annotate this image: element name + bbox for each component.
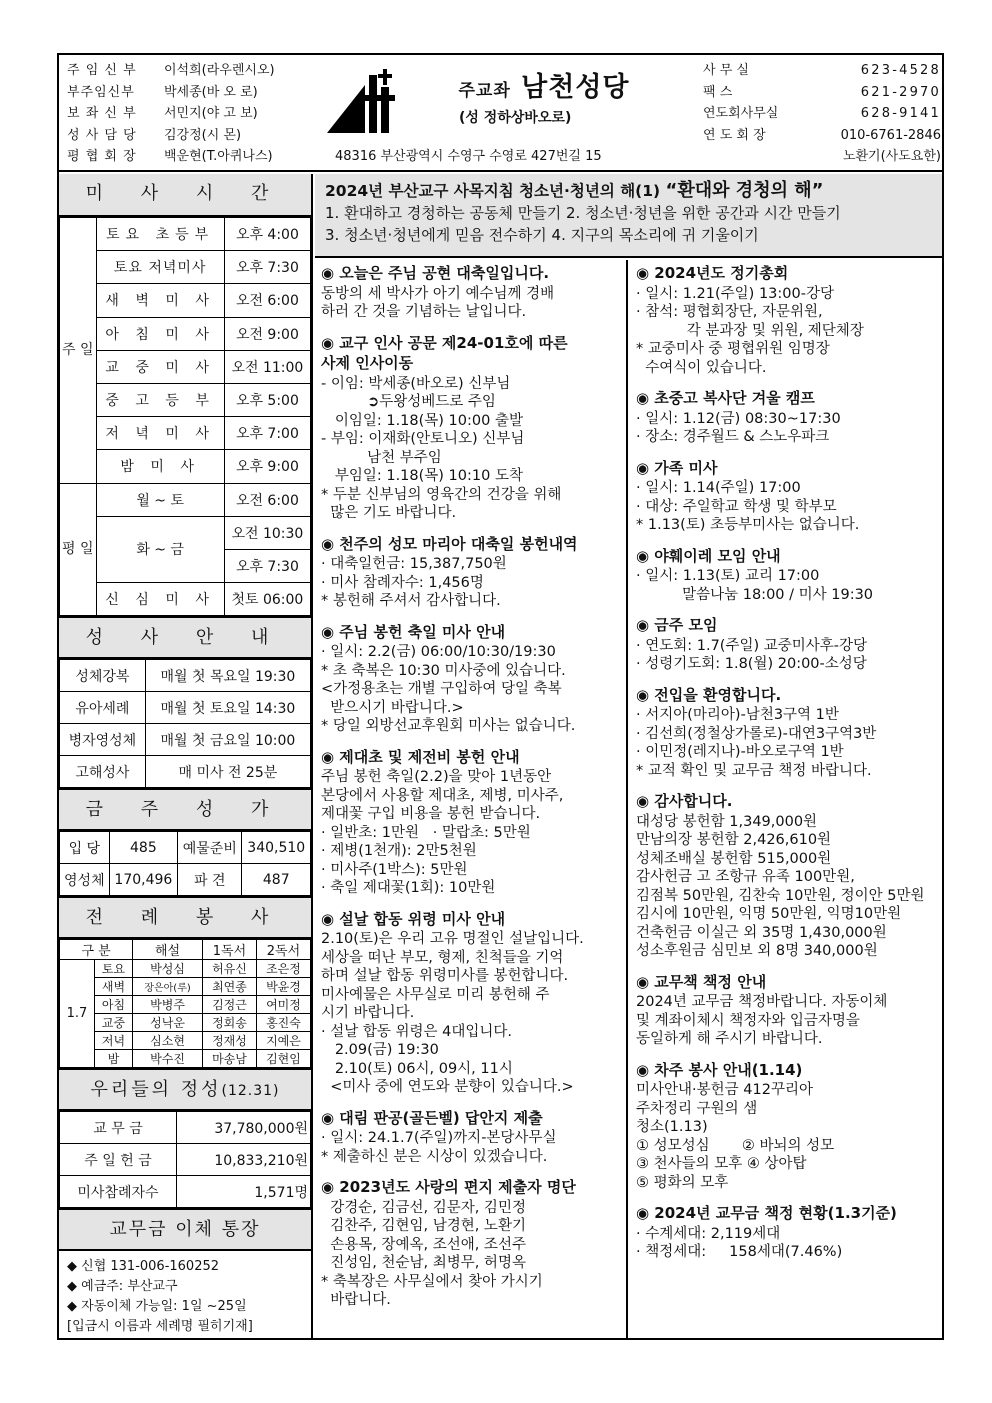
notice-item [636, 686, 936, 781]
offering-name: 주 일 헌 금 [60, 1144, 177, 1176]
notice-line: 2.09(금) 19:30 [321, 1042, 439, 1058]
notice-column-left [315, 260, 628, 1340]
notice-line: · 일반초: 1만원 · 말랍초: 5만원 [321, 824, 531, 841]
staff-name: 김강정(시 몬) [164, 127, 242, 143]
notice-line: · 대축일헌금: 15,387,750원 [321, 556, 507, 572]
notice-line: 받으시기 바랍니다.> [321, 699, 464, 716]
notice-line: 하며 설날 합동 위령미사를 봉헌합니다. [321, 968, 569, 984]
liturgy-cell: 저녁 [94, 1032, 132, 1050]
offering-title-text: 우리들의 정성 [90, 1079, 222, 1101]
notice-line: - 이임: 박세종(바오로) 신부님 [321, 375, 511, 392]
liturgy-cell: 최연종 [202, 978, 256, 996]
notice-line: 손용목, 장예옥, 조선애, 조선주 [321, 1236, 526, 1253]
staff-role: 보 좌 신 부 [67, 106, 137, 121]
notice-line: 김찬주, 김현임, 남경현, 노환기 [321, 1218, 526, 1234]
offering-table [59, 1111, 311, 1208]
notice-line: * 축복장은 사무실에서 찾아 가시기 [321, 1273, 543, 1290]
patron-saint: (성 정하상바오로) [459, 110, 572, 126]
offering-name: 미사참례자수 [60, 1176, 177, 1208]
notice-line: · 일시: 24.1.7(주일)까지-본당사무실 [321, 1130, 557, 1146]
notice-line: 바랍니다. [321, 1292, 391, 1308]
offering-date: (12.31) [221, 1083, 280, 1100]
mass-name: 신 심 미 사 [96, 583, 224, 616]
liturgy-cell: 박성심 [133, 960, 203, 978]
notice-line: · 일시: 1.21(주일) 13:00-강당 [636, 285, 834, 302]
hymn-label: 입 당 [60, 832, 110, 864]
offering-name: 교 무 금 [60, 1112, 177, 1144]
notice-line: · 일시: 1.14(주일) 17:00 [636, 480, 801, 496]
notice-title: ◉ 2023년도 사랑의 편지 제출자 명단 [321, 1178, 576, 1196]
notice-line: 2024년 교무금 책정바랍니다. 자동이체 [636, 994, 888, 1010]
mass-time: 오후 7:30 [224, 251, 310, 284]
notice-line: * 봉헌해 주셔서 감사합니다. [321, 593, 501, 609]
liturgy-header: 해설 [133, 940, 203, 960]
notice-item [321, 623, 620, 736]
liturgy-cell: 홍진숙 [256, 1014, 310, 1032]
notice-line: · 김선희(정철상가롤로)-대연3구역3반 [636, 725, 877, 742]
liturgy-table [59, 939, 311, 1068]
liturgy-cell: 정회송 [202, 1014, 256, 1032]
notice-line: · 장소: 경주월드 & 스노우파크 [636, 429, 830, 445]
liturgy-cell: 정재성 [202, 1032, 256, 1050]
liturgy-cell: 박수진 [133, 1050, 203, 1068]
staff-role: 평 협 회 장 [67, 149, 137, 164]
notice-line: * 교중미사 중 평협위원 임명장 [636, 341, 830, 357]
notice-item [321, 264, 620, 322]
staff-name: 백운현(T.아퀴나스) [164, 149, 273, 164]
notice-title: ◉ 차주 봉사 안내(1.14) [636, 1060, 803, 1079]
notice-line: 성체조배실 봉헌함 515,000원 [636, 850, 832, 867]
mass-name: 월 ~ 토 [96, 483, 224, 516]
mass-name: 저 녁 미 사 [96, 417, 224, 450]
notice-line: * 두분 신부님의 영육간의 건강을 위해 [321, 486, 562, 503]
notice-line: 말씀나눔 18:00 / 미사 19:30 [636, 586, 874, 603]
mass-name: 화 ~ 금 [96, 516, 224, 582]
notice-title: ◉ 초중고 복사단 겨울 캠프 [636, 389, 815, 407]
liturgy-cell: 김정근 [202, 996, 256, 1014]
notice-item [321, 1178, 620, 1310]
notice-line: <가정용초는 개별 구입하여 당일 축복 [321, 681, 562, 697]
offering-value: 1,571명 [176, 1176, 310, 1208]
notice-item [321, 910, 620, 1097]
liturgy-title: 전 례 봉 사 [59, 896, 311, 939]
notice-item [321, 334, 620, 523]
notice-title: ◉ 야훼이레 모임 안내 [636, 546, 781, 565]
notice-line: 2.10(토)은 우리 고유 명절인 설날입니다. [321, 931, 584, 947]
liturgy-cell: 여미정 [256, 996, 310, 1014]
liturgy-header: 1독서 [202, 940, 256, 960]
mass-time: 오전 6:00 [224, 284, 310, 317]
contact-value: 628-9141 [860, 106, 941, 121]
notice-line: · 대상: 주일학교 학생 및 학부모 [636, 498, 837, 515]
staff-name: 서민지(야 고 보) [164, 106, 258, 121]
notice-line: · 성령기도회: 1.8(월) 20:00-소성당 [636, 656, 867, 672]
sacrament-time: 매 미사 전 25분 [145, 756, 310, 788]
notice-title: ◉ 주님 봉헌 축일 미사 안내 [321, 622, 506, 641]
mass-name: 새 벽 미 사 [96, 284, 224, 317]
notice-line: 강경순, 김금선, 김문자, 김민정 [321, 1199, 526, 1216]
notice-line: · 참석: 평협회장단, 자문위원, [636, 304, 823, 320]
contact-label: 연도회사무실 [703, 106, 779, 121]
contact-value: 010-6761-2846 [840, 127, 941, 143]
mass-time: 오후 5:00 [224, 383, 310, 416]
mass-name: 중 고 등 부 [96, 383, 224, 416]
notice-line: · 미사 참례자수: 1,456명 [321, 574, 484, 591]
notice-line: · 연도회: 1.7(주일) 교중미사후-강당 [636, 637, 868, 654]
notice-title: ◉ 대림 판공(골든벨) 답안지 제출 [321, 1108, 543, 1127]
mass-schedule-title: 미 사 시 간 [59, 174, 311, 217]
sacrament-table [59, 659, 311, 788]
mass-time: 오전 9:00 [224, 317, 310, 350]
contact-value: 623-4528 [860, 63, 941, 78]
mass-time: 오후 7:30 [224, 549, 310, 582]
notice-line: 수여식이 있습니다. [636, 359, 767, 376]
offering-value: 37,780,000원 [176, 1112, 310, 1144]
notice-title: ◉ 2024년 교무금 책정 현황(1.3기준) [636, 1204, 897, 1222]
notice-line: ➲두왕성베드로 주임 [321, 394, 496, 410]
notice-item [636, 459, 936, 535]
weekday-label: 평 일 [60, 483, 97, 616]
notice-line: 대성당 봉헌함 1,349,000원 [636, 813, 818, 830]
giro-line: ◆ 예금주: 부산교구 [67, 1279, 178, 1295]
giro-line: ◆ 자동이체 가능일: 1일 ~25일 [67, 1299, 247, 1315]
notice-line: 김시에 10만원, 익명 50만원, 익명10만원 [636, 906, 902, 922]
notice-line: 미사예물은 사무실로 미리 봉헌해 주 [321, 986, 550, 1003]
notice-line: · 책정세대: 158세대(7.46%) [636, 1244, 843, 1260]
bulletin-page [57, 53, 944, 1340]
notice-item [636, 1204, 936, 1262]
notice-line: - 부임: 이재화(안토니오) 신부님 [321, 431, 525, 447]
notice-line: 각 분과장 및 위원, 제단체장 [636, 322, 864, 339]
notice-line: · 일시: 1.13(토) 교리 17:00 [636, 568, 820, 584]
notice-item [321, 1109, 620, 1167]
notice-line: 미사안내·봉헌금 412꾸리아 [636, 1082, 813, 1098]
liturgy-cell: 지예은 [256, 1032, 310, 1050]
notice-title: ◉ 제대초 및 제전비 봉헌 안내 [321, 747, 520, 766]
notice-item [636, 792, 936, 961]
notice-line: 2.10(토) 06시, 09시, 11시 [321, 1060, 513, 1077]
theme-quote: “환대와 경청의 해” [665, 180, 824, 201]
notice-title: ◉ 가족 미사 [636, 458, 718, 477]
notice-line: 감사헌금 고 조항규 유족 100만원, [636, 869, 855, 885]
notice-item [636, 973, 936, 1049]
notice-line: * 당일 외방선교후원회 미사는 없습니다. [321, 718, 576, 734]
liturgy-cell: 마송남 [202, 1050, 256, 1068]
liturgy-date: 1.7 [60, 960, 95, 1068]
notice-title: ◉ 2024년도 정기총회 [636, 264, 789, 282]
notice-item [636, 1061, 936, 1193]
notice-line: 성소후원금 심민보 외 8명 340,000원 [636, 943, 878, 959]
left-sidebar [59, 174, 313, 1340]
sacrament-name: 성체강복 [60, 660, 146, 692]
staff-list [67, 60, 275, 168]
hymn-number: 485 [109, 832, 178, 864]
notice-line: 만남의장 봉헌함 2,426,610원 [636, 832, 832, 848]
hymn-title: 금 주 성 가 [59, 788, 311, 831]
mass-time: 오전 11:00 [224, 350, 310, 383]
liturgy-cell: 심소현 [133, 1032, 203, 1050]
notice-title: ◉ 금주 모임 [636, 616, 718, 634]
parish-title [414, 65, 674, 103]
hymn-table [59, 831, 311, 896]
giro-line: ◆ 신협 131-006-160252 [67, 1259, 220, 1275]
sacrament-name: 유아세례 [60, 692, 146, 724]
contact-extra: 노환기(사도요한) [842, 149, 941, 164]
pastoral-theme [315, 174, 942, 258]
notice-line: · 제병(1천개): 2만5천원 [321, 843, 477, 859]
notice-line: 세상을 떠난 부모, 형제, 친척들을 기억 [321, 949, 564, 966]
mass-time: 오후 9:00 [224, 450, 310, 483]
parish-name: 남천성당 [521, 72, 630, 103]
liturgy-header: 2독서 [256, 940, 310, 960]
theme-line: 1. 환대하고 경청하는 공동체 만들기 2. 청소년·청년을 위한 공간과 시간 만들기 [325, 204, 841, 222]
notice-line: 제대꽃 구입 비용을 봉헌 받습니다. [321, 806, 541, 822]
contact-label: 팩 스 [703, 84, 733, 100]
liturgy-cell: 김현임 [256, 1050, 310, 1068]
notice-line: ⑤ 평화의 모후 [636, 1174, 729, 1191]
sacrament-time: 매월 첫 금요일 10:00 [145, 724, 310, 756]
notice-title: ◉ 교무책 책정 안내 [636, 972, 767, 991]
notice-item [321, 748, 620, 898]
sacrament-time: 매월 첫 토요일 14:30 [145, 692, 310, 724]
notice-line: · 일시: 2.2(금) 06:00/10:30/19:30 [321, 644, 556, 660]
mass-time: 오후 4:00 [224, 218, 310, 251]
theme-line: 3. 청소년·청년에게 믿음 전수하기 4. 지구의 목소리에 귀 기울이기 [325, 226, 759, 244]
liturgy-cell: 새벽 [94, 978, 132, 996]
notice-line: 동일하게 해 주시기 바랍니다. [636, 1031, 823, 1047]
hymn-label: 예물준비 [178, 832, 242, 864]
giro-line: [입금시 이름과 세례명 필히기재] [67, 1319, 253, 1335]
mass-schedule-table [59, 217, 311, 616]
hymn-number: 340,510 [242, 832, 311, 864]
notice-line: * 제출하신 분은 시상이 있겠습니다. [321, 1148, 548, 1165]
notice-line: 및 계좌이체시 책정자와 입금자명을 [636, 1012, 860, 1029]
contact-label: 사 무 실 [703, 63, 749, 78]
staff-name: 이석희(라우렌시오) [164, 63, 275, 78]
notice-item [636, 547, 936, 605]
notice-line: * 교적 확인 및 교무금 책정 바랍니다. [636, 762, 872, 779]
liturgy-cell: 토요 [94, 960, 132, 978]
notice-line: * 1.13(토) 초등부미사는 없습니다. [636, 517, 860, 533]
liturgy-header: 구 분 [60, 940, 133, 960]
giro-title: 교무금 이체 통장 [59, 1208, 311, 1251]
notice-column-right [630, 260, 942, 1340]
mass-name: 토요 저녁미사 [96, 251, 224, 284]
liturgy-cell: 교중 [94, 1014, 132, 1032]
liturgy-cell: 밤 [94, 1050, 132, 1068]
notice-line: 주차정리 구원의 샘 [636, 1100, 758, 1117]
contact-value: 621-2970 [860, 84, 941, 100]
notice-item [636, 389, 936, 447]
mass-name: 아 침 미 사 [96, 317, 224, 350]
notice-title: ◉ 전입을 환영합니다. [636, 685, 782, 704]
liturgy-cell: 성낙운 [133, 1014, 203, 1032]
mass-time: 오전 10:30 [224, 516, 310, 549]
parish-prefix: 주교좌 [458, 81, 511, 101]
sacrament-name: 병자영성체 [60, 724, 146, 756]
liturgy-cell: 조은정 [256, 960, 310, 978]
liturgy-cell: 장은아(루) [133, 978, 203, 996]
staff-role: 주 임 신 부 [67, 63, 137, 78]
notice-line: * 초 축복은 10:30 미사중에 있습니다. [321, 662, 566, 679]
notice-line: ③ 천사들의 모후 ④ 상아탑 [636, 1156, 807, 1172]
liturgy-cell: 아침 [94, 996, 132, 1014]
bulletin-header [59, 55, 942, 172]
hymn-number: 170,496 [109, 864, 178, 896]
contact-label: 연 도 회 장 [703, 127, 766, 143]
notice-line: 이임일: 1.18(목) 10:00 출발 [321, 412, 523, 429]
liturgy-cell: 박윤경 [256, 978, 310, 996]
offering-title [59, 1068, 311, 1111]
notice-line: 주님 봉헌 축일(2.2)을 맞아 1년동안 [321, 769, 552, 785]
notice-line: · 서지아(마리아)-남천3구역 1반 [636, 707, 839, 723]
parish-address: 48316 부산광역시 수영구 수영로 427번길 15 [335, 149, 602, 164]
notice-line: · 이민정(레지나)-바오로구역 1반 [636, 744, 844, 760]
notice-line: <미사 중에 연도와 분향이 있습니다.> [321, 1079, 574, 1095]
notice-title: ◉ 감사합니다. [636, 792, 733, 810]
mass-name: 토요 초등부 [96, 218, 224, 251]
notice-line: · 일시: 1.12(금) 08:30~17:30 [636, 410, 841, 427]
notice-line: 시기 바랍니다. [321, 1005, 415, 1021]
notice-line: 많은 기도 바랍니다. [321, 505, 457, 521]
notice-line: · 설날 합동 위령은 4대입니다. [321, 1023, 512, 1040]
mass-time: 첫토 06:00 [224, 583, 310, 616]
notice-line: 부임일: 1.18(목) 10:10 도착 [321, 468, 523, 484]
notice-title: ◉ 오늘은 주님 공현 대축일입니다. [321, 264, 550, 282]
notice-item [321, 535, 620, 611]
mass-name: 밤 미 사 [96, 450, 224, 483]
notice-title: 사제 인사이동 [321, 354, 414, 372]
notice-line: ① 성모성심 ② 바뇌의 성모 [636, 1137, 835, 1154]
liturgy-cell: 박병주 [133, 996, 203, 1014]
sunday-label: 주 일 [60, 218, 97, 484]
sacrament-time: 매월 첫 목요일 19:30 [145, 660, 310, 692]
notice-line: 본당에서 사용할 제대초, 제병, 미사주, [321, 787, 564, 804]
notice-line: 건축헌금 이실근 외 35명 1,430,000원 [636, 924, 887, 941]
hymn-label: 파 견 [178, 864, 242, 896]
notice-line: 진성임, 천순남, 최병무, 허명옥 [321, 1255, 526, 1271]
notice-item [636, 264, 936, 377]
notice-line: · 축일 제대꽃(1회): 10만원 [321, 880, 496, 896]
cathedral-logo-icon [325, 65, 405, 135]
notice-item [636, 616, 936, 674]
sacrament-name: 고해성사 [60, 756, 146, 788]
giro-info [59, 1251, 311, 1343]
liturgy-cell: 허유신 [202, 960, 256, 978]
notice-line: · 미사주(1박스): 5만원 [321, 861, 468, 878]
staff-role: 성 사 담 당 [67, 127, 137, 143]
notice-line: 남천 부주임 [321, 449, 442, 466]
hymn-number: 487 [242, 864, 311, 896]
contact-list [703, 60, 941, 168]
sacrament-title: 성 사 안 내 [59, 616, 311, 659]
mass-time: 오전 6:00 [224, 483, 310, 516]
notice-title: ◉ 교구 인사 공문 제24-01호에 따른 [321, 333, 568, 352]
mass-time: 오후 7:00 [224, 417, 310, 450]
notice-line: 김점복 50만원, 김찬숙 10만원, 정이안 5만원 [636, 887, 925, 904]
notice-title: ◉ 천주의 성모 마리아 대축일 봉헌내역 [321, 534, 578, 553]
notice-area [315, 174, 942, 1340]
staff-role: 부주임신부 [67, 84, 135, 100]
notice-line: · 수계세대: 2,119세대 [636, 1225, 781, 1242]
hymn-label: 영성체 [60, 864, 110, 896]
mass-name: 교 중 미 사 [96, 350, 224, 383]
notice-line: 청소(1.13) [636, 1119, 708, 1135]
notice-title: ◉ 설날 합동 위령 미사 안내 [321, 909, 506, 928]
staff-name: 박세종(바 오 로) [164, 84, 258, 100]
offering-value: 10,833,210원 [176, 1144, 310, 1176]
notice-line: 하러 간 것을 기념하는 날입니다. [321, 304, 527, 320]
theme-title: 2024년 부산교구 사목지침 청소년·청년의 해(1) [325, 182, 661, 200]
notice-line: 동방의 세 박사가 아기 예수님께 경배 [321, 285, 555, 302]
